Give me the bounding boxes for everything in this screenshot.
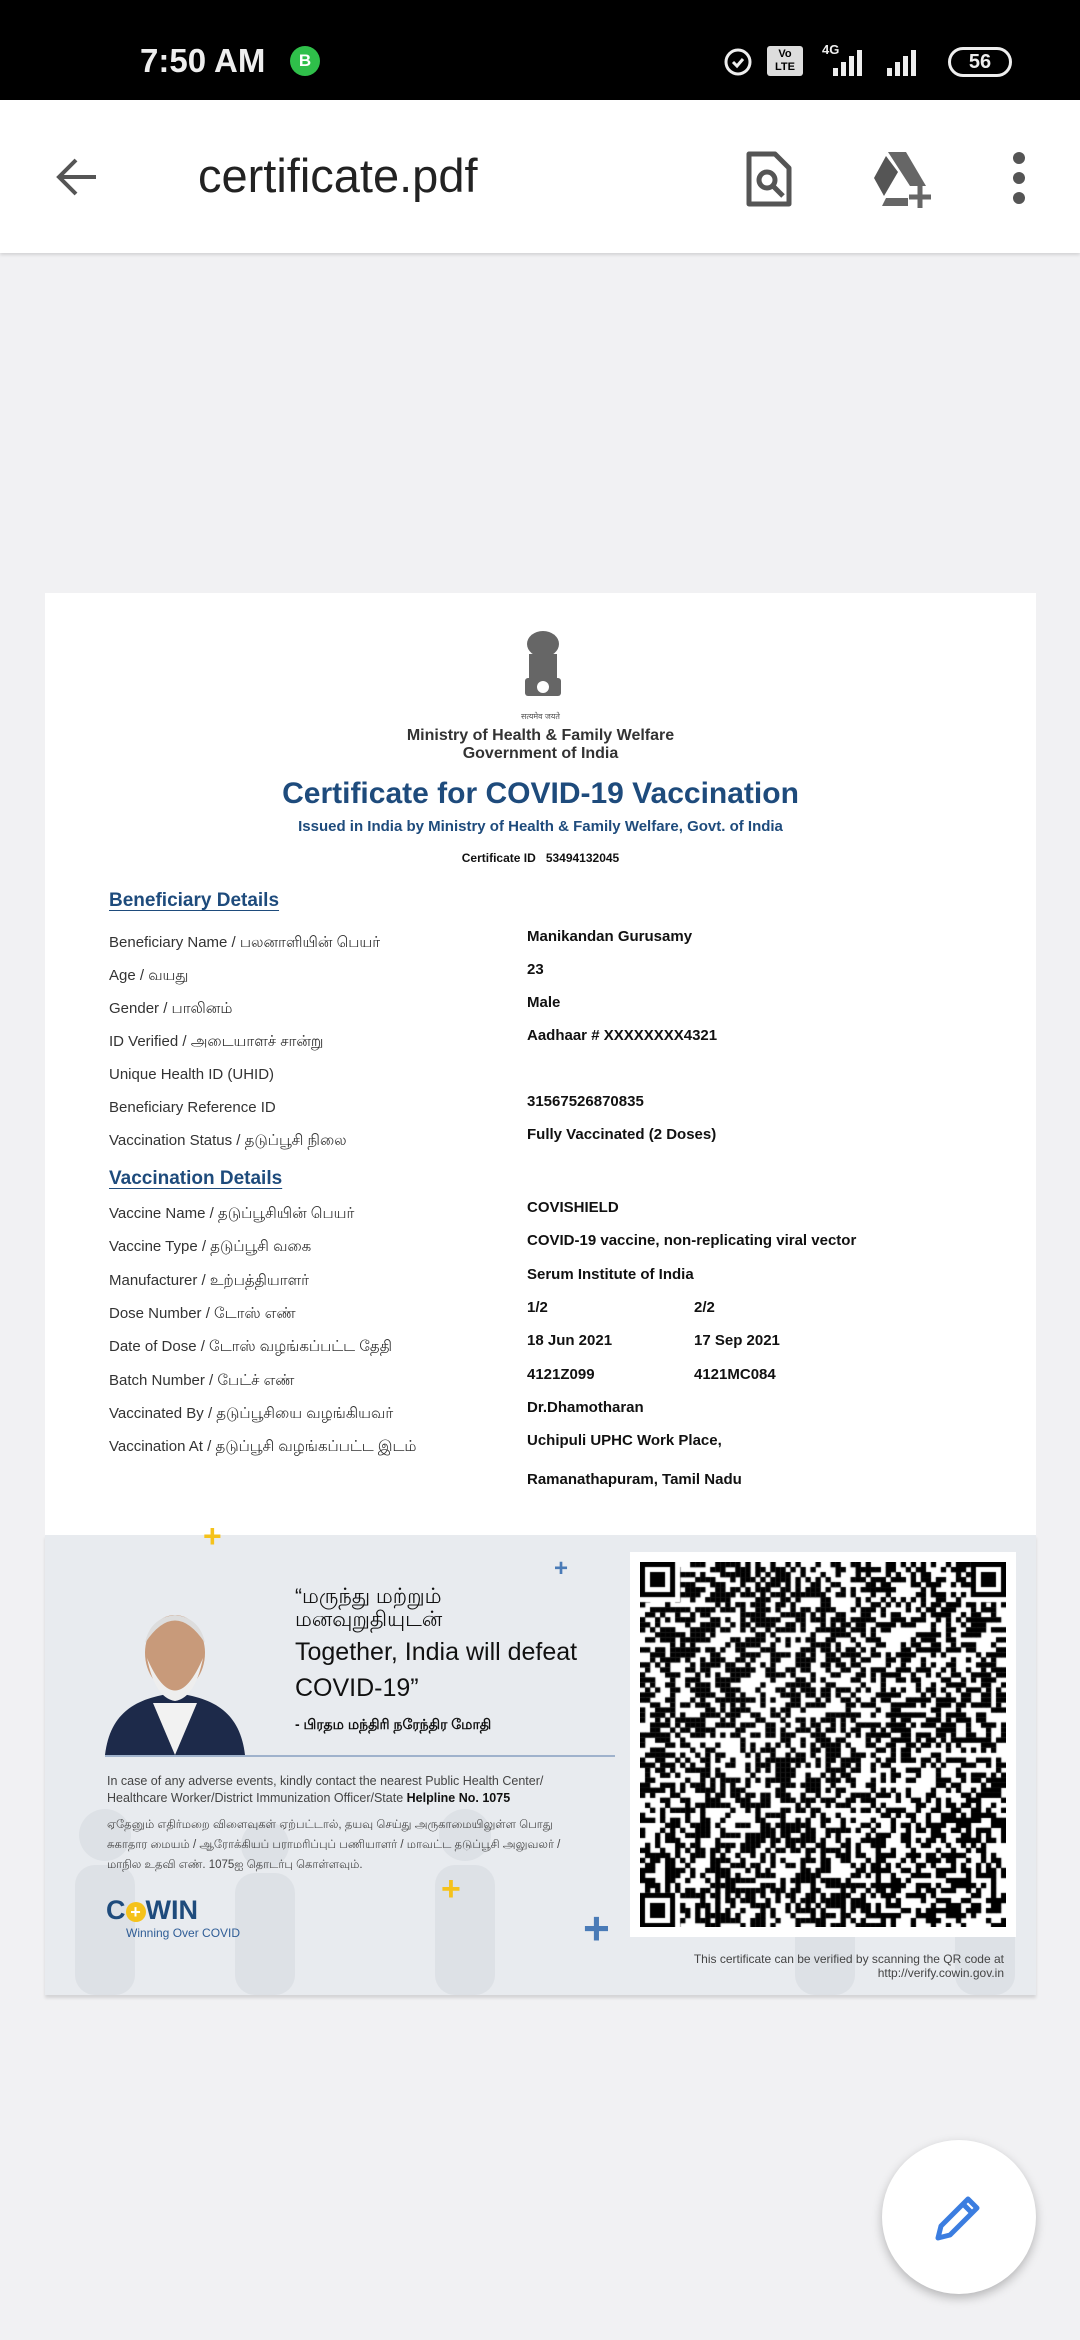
- adverse-events-tamil: [107, 1815, 560, 1875]
- status-bar: [0, 0, 1080, 100]
- more-options-icon[interactable]: [1008, 150, 1030, 206]
- app-bar: [0, 100, 1080, 253]
- helpline-number: Helpline No. 1075: [406, 1791, 511, 1805]
- field-label: Beneficiary Reference ID: [109, 1099, 276, 1116]
- adverse-en-line1: In case of any adverse events, kindly contact the nearest Public Health Center/: [107, 1774, 544, 1788]
- government-name: Government of India: [462, 745, 619, 762]
- quote-english: [295, 1634, 577, 1706]
- save-to-drive-icon[interactable]: [872, 150, 936, 208]
- certificate-id-value: 53494132045: [545, 851, 620, 865]
- cowin-tagline: Winning Over COVID: [126, 1926, 241, 1940]
- alarm-icon: [720, 42, 756, 78]
- certificate-id-label: Certificate ID: [461, 851, 536, 865]
- quote-english-line1: Together, India will defeat: [295, 1638, 578, 1666]
- divider: [105, 1755, 615, 1757]
- field-label: Vaccination Status / தடுப்பூசி நிலை: [109, 1132, 347, 1149]
- adverse-en-line2: Healthcare Worker/District Immunization Officer/State: [107, 1791, 407, 1805]
- certificate-title: Certificate for COVID-19 Vaccination: [282, 777, 799, 810]
- decorative-plus-icon: +: [203, 1518, 222, 1554]
- document-title: certificate.pdf: [198, 149, 478, 202]
- find-in-page-icon[interactable]: [745, 150, 795, 208]
- field-label: Dose Number / டோஸ் எண்: [109, 1304, 296, 1322]
- adverse-events-english: [107, 1773, 543, 1807]
- volte-icon: Vo LTE: [767, 46, 803, 76]
- quote-tamil-line2: மனவுறுதியுடன்: [295, 1608, 443, 1631]
- field-label: Batch Number / பேட்ச் எண்: [109, 1371, 295, 1389]
- field-label: Vaccination At / தடுப்பூசி வழங்கப்பட்ட இடம்: [109, 1438, 417, 1456]
- field-value: 23: [527, 961, 544, 978]
- adverse-ta-line3: மாநில உதவி எண். 1075ஐ தொடர்பு கொள்ளவும்.: [107, 1859, 363, 1871]
- field-value: Male: [527, 994, 561, 1011]
- cowin-plus-icon: +: [126, 1902, 146, 1922]
- field-label: Vaccine Name / தடுப்பூசியின் பெயர்: [109, 1205, 355, 1222]
- field-label: Gender / பாலினம்: [109, 1000, 233, 1017]
- vaccination-at-line2: Ramanathapuram, Tamil Nadu: [527, 1471, 742, 1488]
- qr-code: [630, 1552, 1016, 1937]
- whatsapp-business-icon: B: [290, 46, 320, 76]
- quote-attribution: - பிரதம மந்திரி நரேந்திர மோதி: [295, 1716, 492, 1732]
- cowin-logo-c: C: [106, 1895, 126, 1925]
- field-value-dose2: 17 Sep 2021: [694, 1332, 780, 1350]
- status-time: 7:50 AM: [140, 42, 266, 79]
- field-value: 1/2: [527, 1298, 548, 1316]
- field-value: COVISHIELD: [527, 1199, 619, 1216]
- field-value: Manikandan Gurusamy: [527, 928, 693, 945]
- beneficiary-details-heading: Beneficiary Details: [109, 890, 280, 911]
- prime-minister-photo: [105, 1603, 245, 1755]
- field-label: Unique Health ID (UHID): [109, 1066, 275, 1083]
- adverse-ta-line1: ஏதேனும் எதிர்மறை விளைவுகள் ஏற்பட்டால், தயவு செய்து அருகாமையிலுள்ள பொது: [107, 1819, 553, 1831]
- field-label: Vaccinated By / தடுப்பூசியை வழங்கியவர்: [109, 1404, 394, 1422]
- quote-tamil-line1: “மருந்து மற்றும்: [295, 1585, 442, 1608]
- field-value: Serum Institute of India: [527, 1265, 694, 1283]
- field-label: Beneficiary Name / பலனாளியின் பெயர்: [109, 934, 381, 951]
- certificate-id: [45, 851, 1036, 865]
- field-value: Dr.Dhamotharan: [527, 1398, 644, 1416]
- qr-caption: [630, 1952, 1004, 1980]
- field-value: Fully Vaccinated (2 Doses): [527, 1126, 717, 1143]
- signal-icon: [815, 46, 935, 78]
- quote-tamil: [295, 1585, 442, 1631]
- field-label: ID Verified / அடையாளச் சான்று: [109, 1033, 324, 1050]
- field-value-dose2: 2/2: [694, 1298, 715, 1316]
- back-arrow-icon[interactable]: [52, 152, 102, 202]
- national-emblem-icon: [515, 628, 571, 708]
- battery-indicator: 56: [948, 47, 1012, 77]
- ministry-name: Ministry of Health & Family Welfare: [406, 727, 675, 744]
- field-value-dose2: 4121MC084: [694, 1365, 776, 1383]
- emblem-motto: सत्यमेव जयते: [521, 712, 560, 721]
- field-value: Uchipuli UPHC Work Place,: [527, 1432, 722, 1450]
- adverse-ta-line2: சுகாதார மையம் / ஆரோக்கியப் பராமரிப்புப் பணியாளர் / மாவட்ட தடுப்பூசி அலுவலர் /: [107, 1839, 561, 1851]
- decorative-plus-icon: +: [441, 1870, 461, 1908]
- field-label: Vaccine Type / தடுப்பூசி வகை: [109, 1238, 312, 1256]
- qr-code-image: [640, 1562, 1006, 1927]
- network-type: 4G: [822, 42, 840, 57]
- decorative-plus-icon: +: [583, 1902, 610, 1954]
- field-value: 4121Z099: [527, 1365, 595, 1383]
- field-label: Age / வயது: [109, 967, 189, 984]
- certificate-subtitle: Issued in India by Ministry of Health & Family Welfare, Govt. of India: [298, 818, 783, 835]
- quote-english-line2: COVID-19”: [295, 1674, 419, 1702]
- cowin-logo: [106, 1895, 198, 1926]
- field-value: 18 Jun 2021: [527, 1332, 613, 1350]
- field-label: Date of Dose / டோஸ் வழங்கப்பட்ட தேதி: [109, 1338, 392, 1356]
- cowin-logo-win: WIN: [145, 1895, 198, 1925]
- field-label: Manufacturer / உற்பத்தியாளர்: [109, 1271, 309, 1289]
- decorative-plus-icon: +: [554, 1555, 569, 1582]
- qr-caption-line1: This certificate can be verified by scanning the QR code at: [693, 1952, 1004, 1966]
- field-value: Aadhaar # XXXXXXXX4321: [527, 1027, 718, 1044]
- pencil-icon: [932, 2190, 986, 2244]
- field-value: COVID-19 vaccine, non-replicating viral vector: [527, 1232, 857, 1250]
- field-value: 31567526870835: [527, 1093, 644, 1110]
- verify-url: http://verify.cowin.gov.in: [877, 1966, 1004, 1980]
- vaccination-details-heading: Vaccination Details: [109, 1168, 283, 1189]
- edit-fab-button[interactable]: [882, 2140, 1036, 2294]
